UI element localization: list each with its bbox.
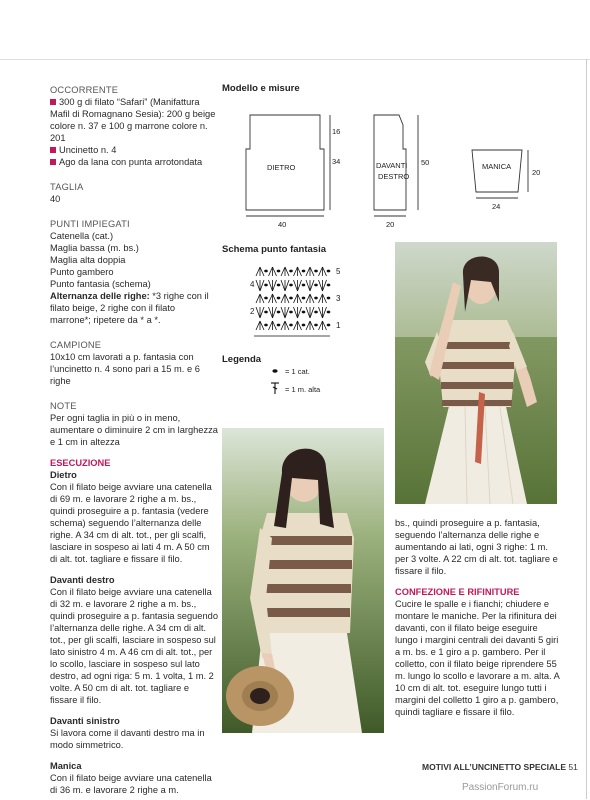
davanti-destro-text: Con il filato beige avviare una catenella di 32 m. e lavorare 2 righe a m. bs., quindi proseguire a p. fantasia seguendo l’alternanza delle righe. A 34 cm di alt. tot., per gli scalfi, lasciare in sospeso sul lato sinistro 4 m. A 46 cm di alt. tot., per lo scollo, lasciare in sospeso sul lato destro, ad ogni riga: 5 m. 1 volta, 1 m. 2 volte. A 50 cm di alt. tot. tagliare e fissare il filo.	[50, 587, 218, 705]
stitch-symbol	[319, 307, 330, 318]
schema-title: Schema punto fantasia	[222, 244, 326, 255]
campione-text: 10x10 cm lavorati a p. fantasia con l’uncinetto n. 4 sono pari a 15 m. e 6 righe	[50, 352, 200, 386]
bullet-icon	[50, 99, 56, 105]
magazine-name: MOTIVI ALL’UNCINETTO SPECIALE	[422, 762, 567, 772]
campione-heading: CAMPIONE	[50, 340, 102, 350]
page-number: 51	[568, 762, 578, 772]
occorrente-item: Uncinetto n. 4	[50, 144, 218, 156]
dietro-text: Con il filato beige avviare una catenella di 69 m. e lavorare 2 righe a m. bs., quindi proseguire a p. fantasia (vedere schema) seguendo l’alternanza delle righe. A 34 cm di alt. tot., per gli scalfi, lasciare in sospeso ai lati 4 m. A 50 cm di alt. tot. tagliare e fissare il filo.	[50, 482, 212, 564]
stitch-symbol	[319, 280, 330, 291]
row-number-1: 1	[336, 321, 341, 330]
stitch-symbol	[281, 321, 292, 330]
punti-line: Punto gambero	[50, 267, 114, 277]
legend-cat: = 1 cat.	[285, 367, 310, 376]
bullet-icon	[50, 159, 56, 165]
stitch-symbol	[306, 321, 317, 330]
model-photo-side	[222, 428, 384, 733]
stitch-symbol	[269, 321, 280, 330]
row-number-3: 3	[336, 294, 341, 303]
row-number-5: 5	[336, 267, 341, 276]
dim-40: 40	[278, 220, 287, 229]
davanti-destro-title: Davanti destro	[50, 575, 115, 585]
stitch-symbol	[256, 280, 267, 291]
stitch-symbol	[306, 307, 317, 318]
stitch-symbol	[319, 294, 330, 303]
stitch-symbol	[256, 321, 267, 330]
manica-text: Con il filato beige avviare una catenella di 36 m. e lavorare 2 righe a m.	[50, 773, 212, 795]
instructions-column	[50, 80, 218, 796]
confezione-heading: CONFEZIONE E RIFINITURE	[395, 587, 520, 597]
stitch-symbol	[319, 321, 330, 330]
stitch-symbol	[269, 267, 280, 276]
occorrente-item: 300 g di filato “Safari” (Manifattura Mafil di Romagnano Sesia): 200 g beige colore n. 37 e 100 g marrone colore n. 201	[50, 97, 216, 143]
occorrente-item: Ago da lana con punta arrotondata	[50, 156, 218, 168]
watermark: PassionForum.ru	[462, 782, 539, 793]
dietro-title: Dietro	[50, 470, 77, 480]
stitch-symbol	[294, 294, 305, 303]
stitch-symbol	[281, 307, 292, 318]
manica-text-continued: bs., quindi proseguire a p. fantasia, seguendo l’alternanza delle righe e aumentando ai lati, ogni 3 righe: 1 m. per 3 volte. A 22 cm di alt. tot. tagliare e fissare il filo.	[395, 518, 558, 576]
row-number-2: 2	[250, 307, 255, 316]
stitch-symbol	[256, 294, 267, 303]
stitch-symbol	[294, 267, 305, 276]
manica-title: Manica	[50, 761, 82, 771]
stitch-symbol	[269, 294, 280, 303]
dim-50: 50	[421, 158, 430, 167]
stitch-symbol	[306, 280, 317, 291]
stitch-symbol	[256, 307, 267, 318]
davanti-label-1: DAVANTI	[376, 161, 408, 170]
dietro-label: DIETRO	[267, 163, 296, 172]
page-footer	[422, 762, 578, 772]
stitch-symbol	[306, 267, 317, 276]
dim-20: 20	[386, 220, 395, 229]
davanti-label-2: DESTRO	[378, 172, 410, 181]
legend-symbols	[265, 366, 355, 396]
stitch-symbol	[256, 267, 267, 276]
dim-manica-20: 20	[532, 168, 541, 177]
davanti-sinistro-title: Davanti sinistro	[50, 716, 120, 726]
stitch-symbol	[281, 280, 292, 291]
model-photo-front	[395, 242, 557, 504]
dim-34: 34	[332, 157, 341, 166]
dim-16: 16	[332, 127, 341, 136]
punti-line: Maglia alta doppia	[50, 255, 126, 265]
manica-label: MANICA	[482, 162, 512, 171]
legenda-title: Legenda	[222, 354, 262, 365]
bullet-icon	[50, 147, 56, 153]
punti-line: Catenella (cat.)	[50, 231, 114, 241]
stitch-symbol	[319, 267, 330, 276]
occorrente-heading: OCCORRENTE	[50, 85, 119, 95]
note-text: Per ogni taglia in più o in meno, aumentare o diminuire 2 cm in larghezza e 1 cm in altezza	[50, 413, 218, 447]
stitch-chart	[240, 259, 350, 339]
taglia-value: 40	[50, 194, 61, 204]
modello-title: Modello e misure	[222, 83, 300, 94]
punti-line: Maglia bassa (m. bs.)	[50, 243, 139, 253]
double-crochet-icon	[271, 383, 279, 394]
stitch-symbol	[294, 280, 305, 291]
stitch-symbol	[306, 294, 317, 303]
punti-line: Punto fantasia (schema)	[50, 279, 151, 289]
taglia-heading: TAGLIA	[50, 182, 84, 192]
alternanza: Alternanza delle righe: *3 righe con il filato beige, 2 righe con il filato marrone*; ripetere da * a *.	[50, 291, 209, 325]
esecuzione-heading: ESECUZIONE	[50, 458, 111, 468]
stitch-symbol	[294, 321, 305, 330]
stitch-symbol	[281, 294, 292, 303]
row-number-4: 4	[250, 280, 255, 289]
confezione-text: Cucire le spalle e i fianchi; chiudere e montare le maniche. Per la rifinitura dei davanti, con il filato beige eseguire lungo i margini centrali dei davanti 5 giri a m. bs. e 1 giro a p. gambero. Per il colletto, con il filato beige riprendere 55 m. lungo lo scollo e lavorare a m. alta. A 10 cm di alt. tot. eseguire lungo tutti i margini del colletto 1 giro a p. gambero, quindi tagliare e fissare il filo.	[395, 599, 560, 717]
punti-heading: PUNTI IMPIEGATI	[50, 219, 130, 229]
stitch-symbol	[294, 307, 305, 318]
continued-column	[395, 517, 560, 718]
manica-shape	[472, 150, 522, 192]
chain-stitch-icon	[272, 369, 277, 373]
stitch-symbol	[269, 280, 280, 291]
measurement-schematic	[222, 95, 572, 235]
legend-alta: = 1 m. alta	[285, 385, 321, 394]
dim-24: 24	[492, 202, 501, 211]
note-heading: NOTE	[50, 401, 77, 411]
top-rule	[0, 59, 590, 60]
stitch-symbol	[269, 307, 280, 318]
davanti-sinistro-text: Si lavora come il davanti destro ma in modo simmetrico.	[50, 728, 205, 750]
stitch-symbol	[281, 267, 292, 276]
page-edge-line	[586, 59, 587, 799]
